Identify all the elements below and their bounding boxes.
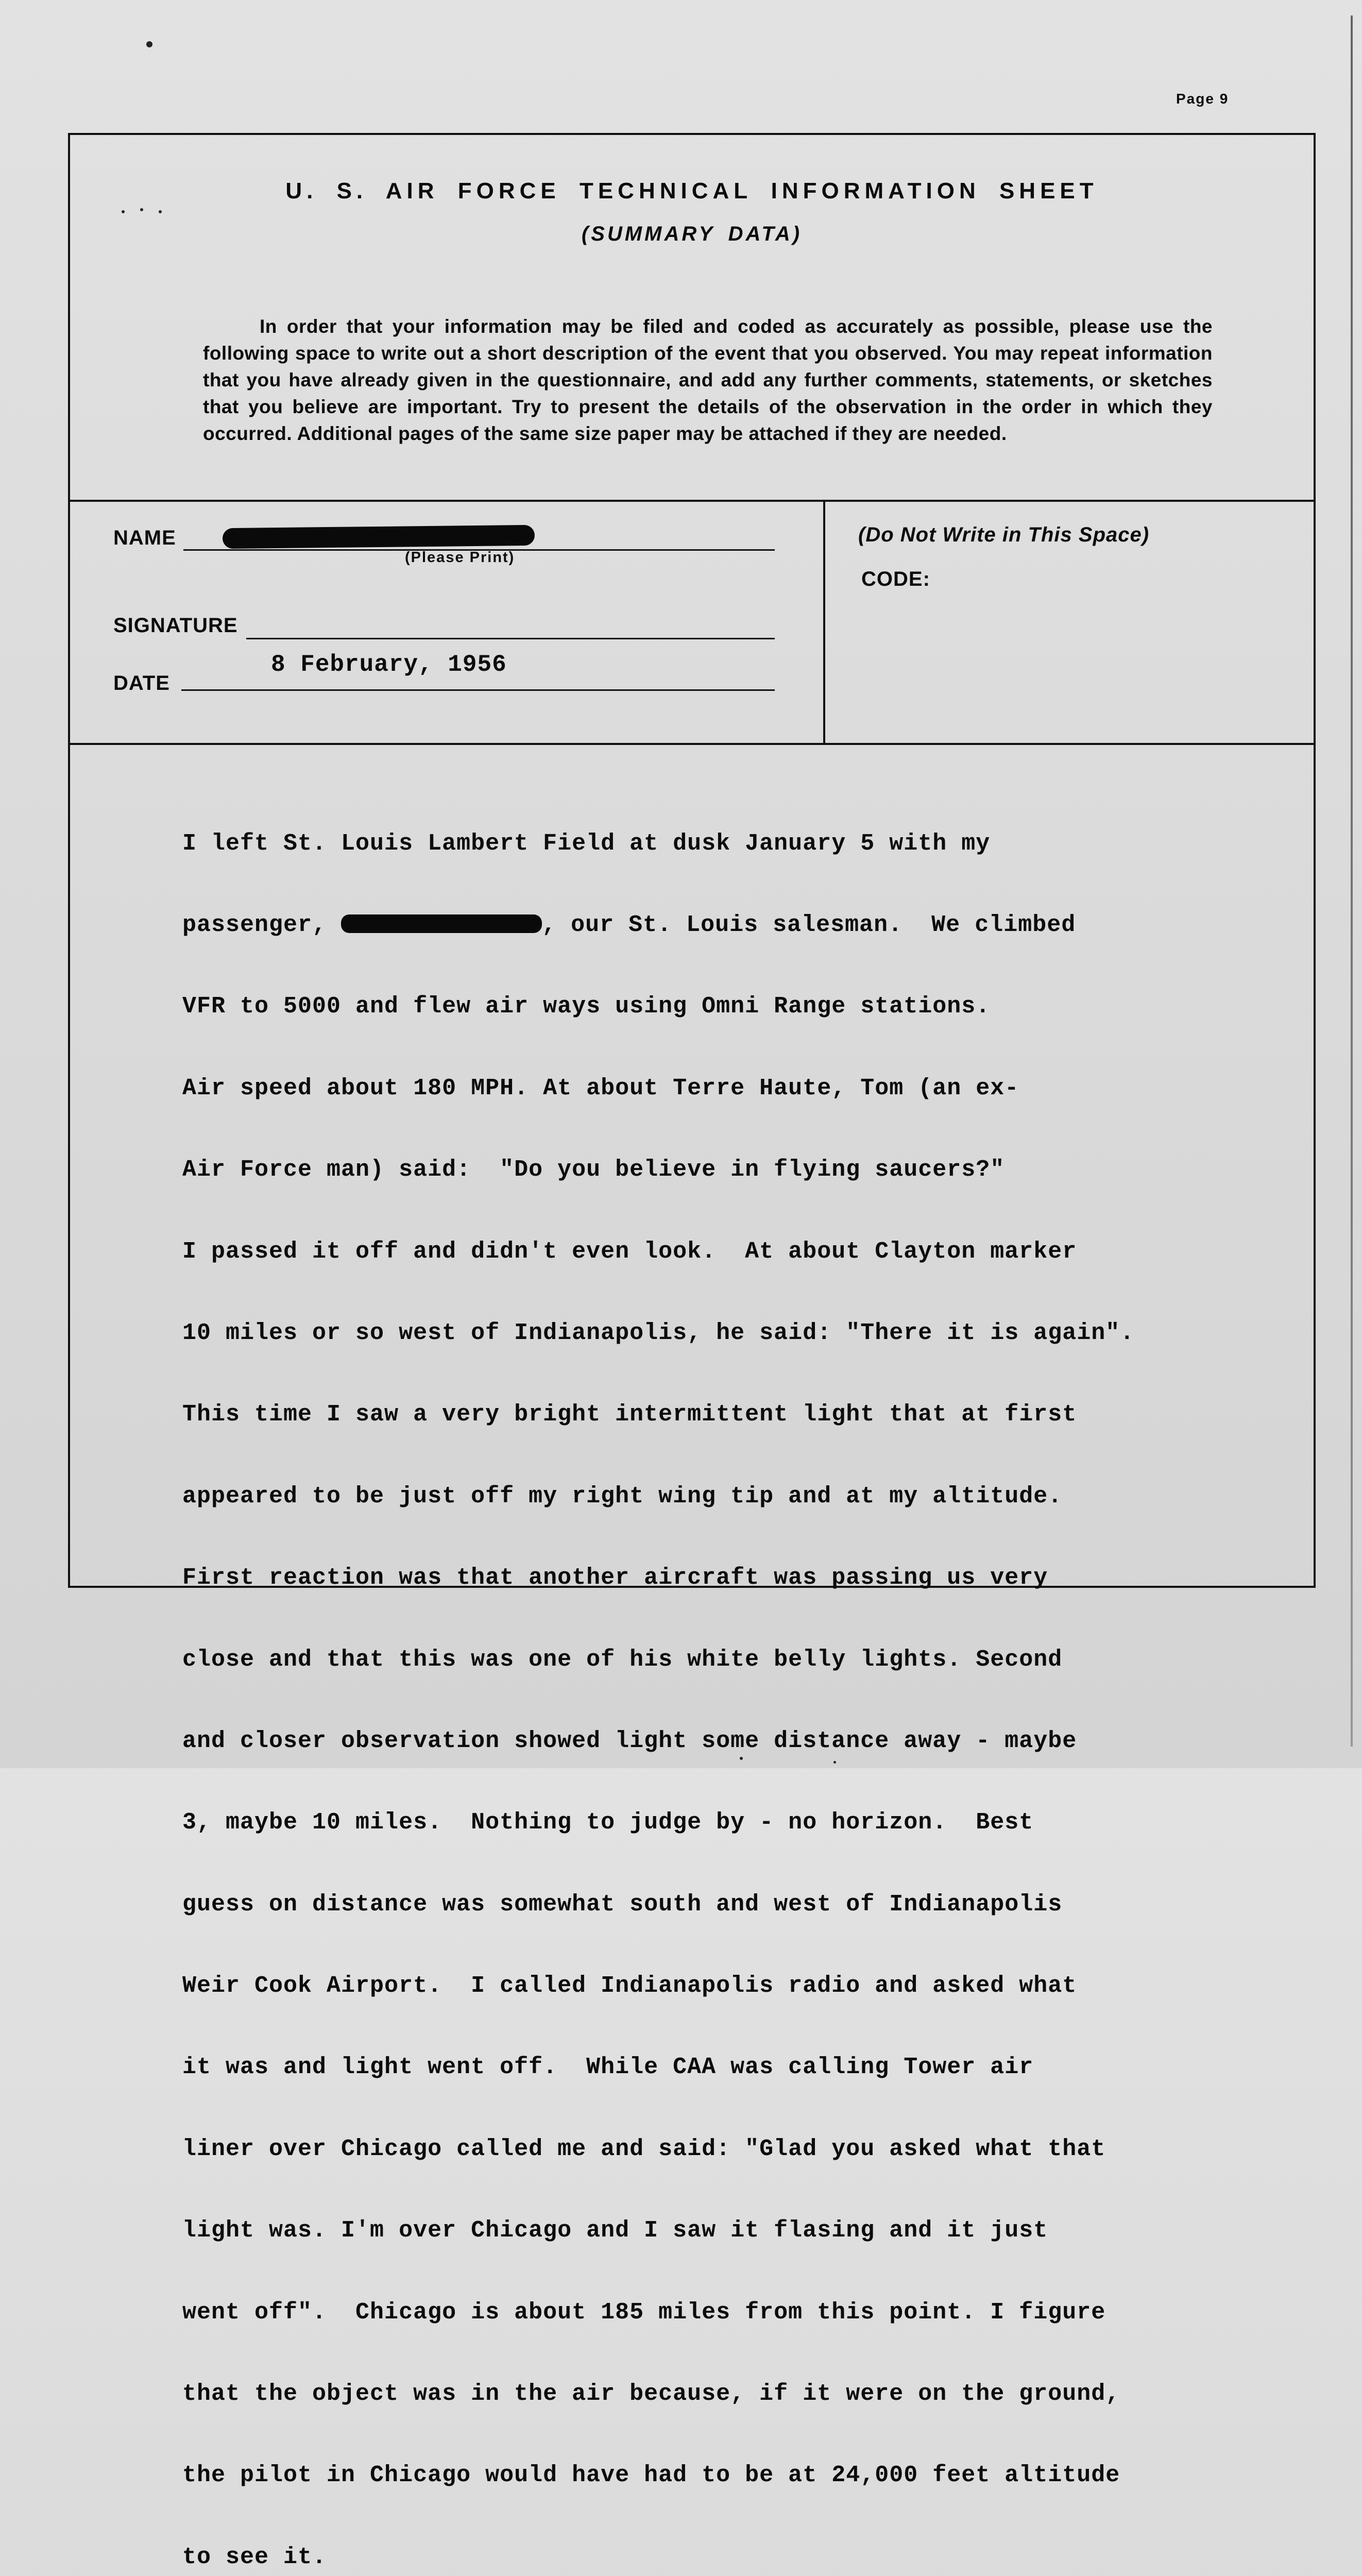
narrative-line: VFR to 5000 and flew air ways using Omni Range stations. xyxy=(182,993,991,1020)
office-use-divider xyxy=(823,502,825,743)
event-description xyxy=(70,745,1314,2570)
observer-identification xyxy=(70,502,1314,745)
narrative-line: and closer observation showed light some distance away - maybe xyxy=(182,1727,1077,1754)
narrative-line: appeared to be just off my right wing tip and at my altitude. xyxy=(182,1483,1063,1510)
instructions-text: In order that your information may be filed and coded as accurately as possible, please use the following space to write out a short description of the event that you observed. You may repeat information that you have already given in the questionnaire, and add any further comments, statements, or sketches that you believe are important. Try to present the details of the observation in the order in which they occurred. Additional pages of the same size paper may be attached if they are needed. xyxy=(203,316,1213,444)
form-header xyxy=(70,135,1314,502)
name-print-hint: (Please Print) xyxy=(405,549,515,566)
technical-information-sheet xyxy=(68,133,1316,2570)
narrative-line: liner over Chicago called me and said: "Glad you asked what that xyxy=(182,2136,1106,2162)
signature-field-line[interactable] xyxy=(246,638,775,639)
form-subtitle: (SUMMARY DATA) xyxy=(581,223,803,245)
narrative-line: it was and light went off. While CAA was calling Tower air xyxy=(182,2054,1034,2081)
narrative-line: Air Force man) said: "Do you believe in flying saucers?" xyxy=(182,1157,1005,1183)
name-redaction xyxy=(223,525,535,549)
narrative-line-end: , our St. Louis salesman. We climbed xyxy=(542,911,1076,938)
page-number: Page 9 xyxy=(1176,91,1229,107)
narrative-line: 3, maybe 10 miles. Nothing to judge by - no horizon. Best xyxy=(182,1809,1034,1836)
office-use-note: (Do Not Write in This Space) xyxy=(858,523,1150,546)
signature-label: SIGNATURE xyxy=(113,614,238,637)
form-title: U. S. AIR FORCE TECHNICAL INFORMATION SHEET xyxy=(285,178,1098,204)
narrative-line: First reaction was that another aircraft was passing us very xyxy=(182,1565,1048,1591)
narrative-text xyxy=(182,776,1316,2576)
form-instructions xyxy=(203,313,1213,447)
narrative-line: the pilot in Chicago would have had to be at 24,000 feet altitude xyxy=(182,2462,1120,2489)
passenger-redaction xyxy=(341,914,542,933)
narrative-line: Weir Cook Airport. I called Indianapolis radio and asked what xyxy=(182,1973,1077,1999)
narrative-line xyxy=(182,912,1316,939)
date-value: 8 February, 1956 xyxy=(271,651,507,678)
narrative-line: guess on distance was somewhat south and west of Indianapolis xyxy=(182,1891,1063,1918)
narrative-line-start: passenger, xyxy=(182,911,342,938)
narrative-line: to see it. xyxy=(182,2544,327,2570)
scan-speck xyxy=(146,41,152,47)
narrative-line: This time I saw a very bright intermittent light that at first xyxy=(182,1401,1077,1428)
narrative-line: that the object was in the air because, if it were on the ground, xyxy=(182,2381,1120,2408)
narrative-line: light was. I'm over Chicago and I saw it flasing and it just xyxy=(182,2217,1048,2244)
narrative-line: I left St. Louis Lambert Field at dusk January 5 with my xyxy=(182,830,991,857)
name-label: NAME xyxy=(113,527,176,549)
code-label: CODE: xyxy=(861,568,930,590)
narrative-line: 10 miles or so west of Indianapolis, he said: "There it is again". xyxy=(182,1319,1135,1346)
narrative-line: close and that this was one of his white belly lights. Second xyxy=(182,1646,1063,1673)
narrative-line: Air speed about 180 MPH. At about Terre Haute, Tom (an ex- xyxy=(182,1075,1019,1101)
narrative-line: I passed it off and didn't even look. At about Clayton marker xyxy=(182,1238,1077,1265)
scan-edge-line xyxy=(1351,15,1353,1747)
date-label: DATE xyxy=(113,672,170,694)
narrative-line: went off". Chicago is about 185 miles from this point. I figure xyxy=(182,2299,1106,2326)
date-field-line[interactable] xyxy=(181,689,775,691)
